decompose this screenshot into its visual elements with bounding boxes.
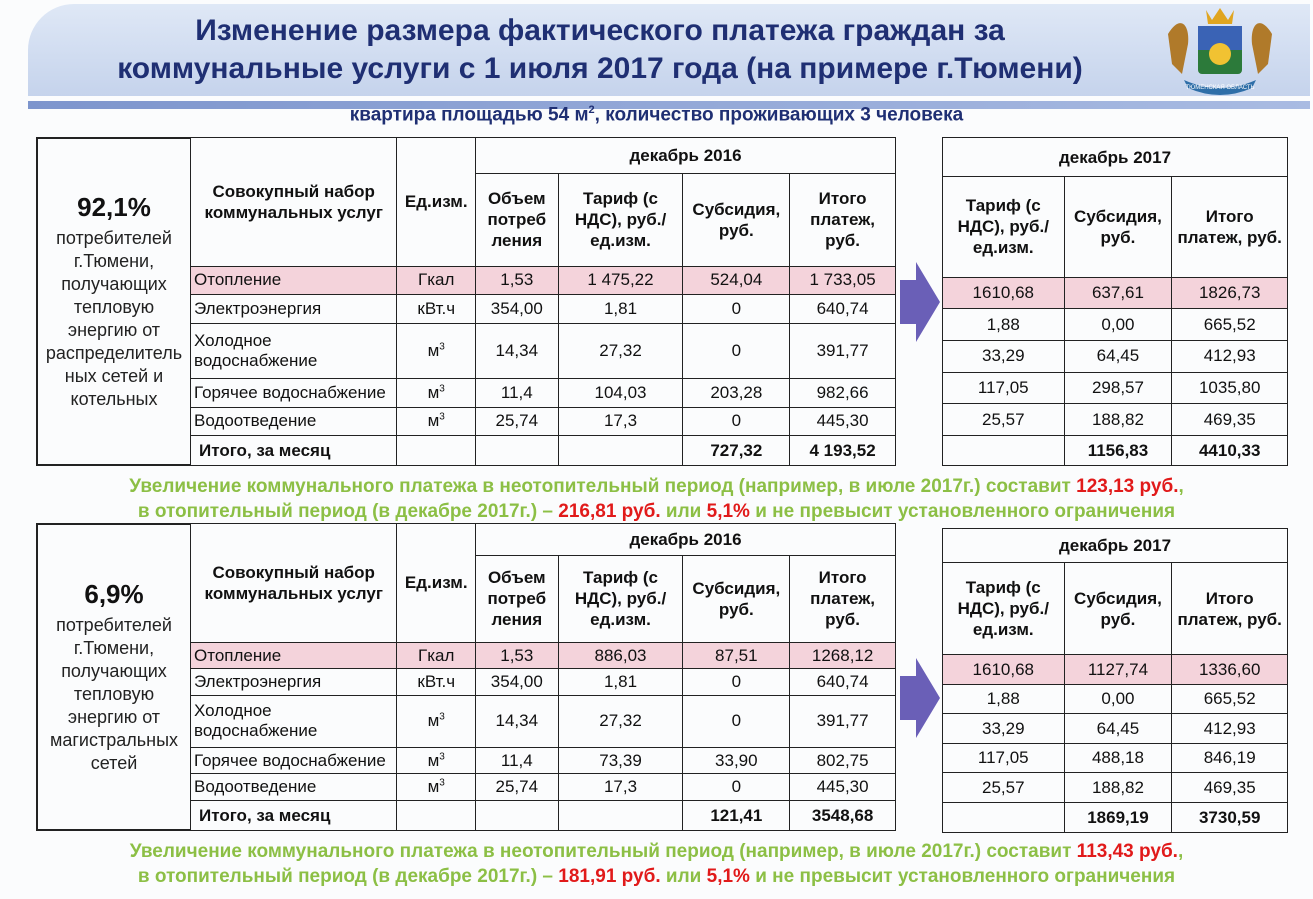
table-row — [943, 372, 1288, 404]
total-2017-cell: 469,35 — [1172, 404, 1288, 436]
subsidy-2017-cell: 188,82 — [1064, 773, 1172, 803]
block1-arrow-icon — [900, 262, 940, 342]
apartment-subtitle: квартира площадью 54 $м^2$, количество проживающих 3 человека — [349, 104, 964, 126]
service-name: Отопление — [191, 642, 397, 669]
col-unit: Ед.изм. — [397, 138, 476, 267]
col-total: Итого платеж, руб. — [790, 555, 896, 642]
total-row — [191, 436, 896, 466]
unit-cell: $м^3$ — [397, 747, 476, 774]
total-label: Итого, за месяц — [191, 436, 397, 466]
total-cell: 1 733,05 — [790, 266, 896, 294]
tariff-cell: 1,81 — [558, 295, 683, 323]
total-row — [943, 803, 1288, 833]
tariff-cell: 27,32 — [558, 696, 683, 748]
volume-cell: 11,4 — [476, 379, 559, 407]
page-title — [60, 12, 1140, 88]
total-2017-cell: 665,52 — [1172, 684, 1288, 714]
unit-cell: кВт.ч — [397, 669, 476, 696]
subsidy-cell: 87,51 — [683, 642, 790, 669]
title-line-2: коммунальные услуги с 1 июля 2017 года (на примере г.Тюмени) — [117, 52, 1083, 85]
total-row — [191, 801, 896, 831]
total-cell: 982,66 — [790, 379, 896, 407]
total-row — [943, 436, 1288, 466]
tariff-cell: 886,03 — [558, 642, 683, 669]
total-subsidy-2017: 1869,19 — [1064, 803, 1172, 833]
service-name: Электроэнергия — [191, 669, 397, 696]
col-tariff: Тариф (с НДС), руб./ед.изм. — [558, 555, 683, 642]
volume-cell: 14,34 — [476, 696, 559, 748]
block1-table-2017 — [942, 137, 1288, 466]
table-row — [191, 266, 896, 294]
col-tariff: Тариф (с НДС), руб./ед.изм. — [558, 174, 683, 267]
volume-cell: 1,53 — [476, 642, 559, 669]
col-subsidy: Субсидия, руб. — [683, 555, 790, 642]
volume-cell: 25,74 — [476, 407, 559, 435]
block2-note: Увеличение коммунального платежа в неотопительный период (например, в июле 2017г.) составит 113,43 руб., в отопительный период (в декабре 2017г.) – 181,91 руб. или 5,1% и не превысит установленного ограничения — [129, 841, 1184, 887]
col-subsidy-2017: Субсидия, руб. — [1064, 563, 1172, 655]
col-subsidy-2017: Субсидия, руб. — [1064, 177, 1172, 278]
empty-cell — [943, 803, 1065, 833]
table-row — [191, 642, 896, 669]
volume-cell: 11,4 — [476, 747, 559, 774]
volume-cell: 14,34 — [476, 323, 559, 379]
subsidy-2017-cell: 637,61 — [1064, 277, 1172, 309]
table-row — [191, 379, 896, 407]
block2-description: потребителей г.Тюмени, получающих тепловую энергию от магистральных сетей — [49, 615, 179, 773]
unit-cell: $м^3$ — [397, 379, 476, 407]
table-row — [943, 773, 1288, 803]
empty-cell — [943, 436, 1065, 466]
block2-table-2017 — [942, 528, 1288, 833]
total-sum: 4 193,52 — [790, 436, 896, 466]
subsidy-2017-cell: 0,00 — [1064, 684, 1172, 714]
tariff-2017-cell: 117,05 — [943, 372, 1065, 404]
block1-percent: 92,1% — [77, 192, 151, 222]
unit-cell: $м^3$ — [397, 696, 476, 748]
tariff-2017-cell: 1,88 — [943, 684, 1065, 714]
block2-percent: 6,9% — [84, 579, 144, 609]
total-2017-cell: 412,93 — [1172, 714, 1288, 744]
table-row — [943, 309, 1288, 341]
total-cell: 640,74 — [790, 669, 896, 696]
tariff-2017-cell: 1,88 — [943, 309, 1065, 341]
unit-cell: кВт.ч — [397, 295, 476, 323]
tariff-cell: 104,03 — [558, 379, 683, 407]
total-subsidy: 727,32 — [683, 436, 790, 466]
empty-cell — [476, 436, 559, 466]
subsidy-2017-cell: 298,57 — [1064, 372, 1172, 404]
block2-table-2016 — [190, 523, 896, 831]
table-row — [943, 655, 1288, 685]
table-row — [191, 669, 896, 696]
title-line-1: Изменение размера фактического платежа граждан за — [195, 14, 1005, 47]
col-total-2017: Итого платеж, руб. — [1172, 177, 1288, 278]
table-row — [191, 323, 896, 379]
total-cell: 445,30 — [790, 407, 896, 435]
block1-description: потребителей г.Тюмени, получающих тепловую энергию от распределитель ных сетей и котельных — [45, 228, 183, 409]
tariff-2017-cell: 117,05 — [943, 743, 1065, 773]
service-name: Холодное водоснабжение — [191, 323, 397, 379]
tariff-cell: 27,32 — [558, 323, 683, 379]
total-2017-cell: 1035,80 — [1172, 372, 1288, 404]
total-sum-2017: 4410,33 — [1172, 436, 1288, 466]
total-cell: 802,75 — [790, 747, 896, 774]
tariff-2017-cell: 1610,68 — [943, 277, 1065, 309]
subsidy-cell: 0 — [683, 669, 790, 696]
subsidy-2017-cell: 64,45 — [1064, 714, 1172, 744]
unit-cell: Гкал — [397, 642, 476, 669]
subsidy-2017-cell: 488,18 — [1064, 743, 1172, 773]
tariff-2017-cell: 25,57 — [943, 404, 1065, 436]
tariff-cell: 1,81 — [558, 669, 683, 696]
tariff-2017-cell: 1610,68 — [943, 655, 1065, 685]
table-row — [943, 340, 1288, 372]
service-name: Холодное водоснабжение — [191, 696, 397, 748]
table-row — [191, 747, 896, 774]
total-sum-2017: 3730,59 — [1172, 803, 1288, 833]
total-subsidy: 121,41 — [683, 801, 790, 831]
subsidy-2017-cell: 0,00 — [1064, 309, 1172, 341]
subsidy-2017-cell: 1127,74 — [1064, 655, 1172, 685]
empty-cell — [397, 436, 476, 466]
tariff-cell: 17,3 — [558, 774, 683, 801]
empty-cell — [476, 801, 559, 831]
service-name: Горячее водоснабжение — [191, 379, 397, 407]
tariff-2017-cell: 33,29 — [943, 340, 1065, 372]
subsidy-cell: 0 — [683, 407, 790, 435]
subsidy-cell: 0 — [683, 774, 790, 801]
empty-cell — [397, 801, 476, 831]
total-cell: 640,74 — [790, 295, 896, 323]
subsidy-cell: 33,90 — [683, 747, 790, 774]
subsidy-2017-cell: 188,82 — [1064, 404, 1172, 436]
empty-cell — [558, 801, 683, 831]
block1-table-2016 — [190, 137, 896, 466]
service-name: Горячее водоснабжение — [191, 747, 397, 774]
subsidy-cell: 0 — [683, 295, 790, 323]
col-period-2016: декабрь 2016 — [476, 524, 896, 556]
total-cell: 445,30 — [790, 774, 896, 801]
table-row — [943, 684, 1288, 714]
col-period-2017: декабрь 2017 — [943, 138, 1288, 177]
total-subsidy-2017: 1156,83 — [1064, 436, 1172, 466]
service-name: Водоотведение — [191, 407, 397, 435]
unit-cell: $м^3$ — [397, 407, 476, 435]
col-total-2017: Итого платеж, руб. — [1172, 563, 1288, 655]
service-name: Водоотведение — [191, 774, 397, 801]
subsidy-cell: 203,28 — [683, 379, 790, 407]
block1-consumer-share — [36, 137, 190, 466]
total-cell: 391,77 — [790, 323, 896, 379]
volume-cell: 25,74 — [476, 774, 559, 801]
tariff-2017-cell: 33,29 — [943, 714, 1065, 744]
block1-note: Увеличение коммунального платежа в неотопительный период (например, в июле 2017г.) составит 123,13 руб., в отопительный период (в декабре 2017г.) – 216,81 руб. или 5,1% и не превысит установленного ограничения — [129, 476, 1184, 522]
subsidy-cell: 0 — [683, 323, 790, 379]
total-2017-cell: 665,52 — [1172, 309, 1288, 341]
block2-arrow-icon — [900, 658, 940, 738]
table-row — [943, 277, 1288, 309]
col-subsidy: Субсидия, руб. — [683, 174, 790, 267]
col-tariff-2017: Тариф (с НДС), руб./ед.изм. — [943, 563, 1065, 655]
tariff-cell: 1 475,22 — [558, 266, 683, 294]
service-name: Электроэнергия — [191, 295, 397, 323]
subsidy-2017-cell: 64,45 — [1064, 340, 1172, 372]
unit-cell: $м^3$ — [397, 774, 476, 801]
table-row — [191, 696, 896, 748]
tyumen-coat-of-arms-icon — [1160, 4, 1280, 96]
volume-cell: 354,00 — [476, 669, 559, 696]
tariff-cell: 73,39 — [558, 747, 683, 774]
col-volume: Объем потреб ления — [476, 555, 559, 642]
subsidy-cell: 524,04 — [683, 266, 790, 294]
unit-cell: $м^3$ — [397, 323, 476, 379]
total-2017-cell: 1826,73 — [1172, 277, 1288, 309]
unit-cell: Гкал — [397, 266, 476, 294]
total-2017-cell: 412,93 — [1172, 340, 1288, 372]
volume-cell: 1,53 — [476, 266, 559, 294]
col-period-2016: декабрь 2016 — [476, 138, 896, 174]
table-row — [943, 714, 1288, 744]
col-total: Итого платеж, руб. — [790, 174, 896, 267]
table-row — [191, 774, 896, 801]
col-period-2017: декабрь 2017 — [943, 529, 1288, 563]
block2-consumer-share — [36, 523, 190, 831]
total-2017-cell: 846,19 — [1172, 743, 1288, 773]
total-2017-cell: 1336,60 — [1172, 655, 1288, 685]
col-tariff-2017: Тариф (с НДС), руб./ед.изм. — [943, 177, 1065, 278]
total-sum: 3548,68 — [790, 801, 896, 831]
tariff-2017-cell: 25,57 — [943, 773, 1065, 803]
col-unit: Ед.изм. — [397, 524, 476, 643]
table-row — [943, 743, 1288, 773]
total-cell: 1268,12 — [790, 642, 896, 669]
subsidy-cell: 0 — [683, 696, 790, 748]
col-service-set: Совокупный набор коммунальных услуг — [191, 138, 397, 267]
emblem-ribbon-text: ТЮМЕНСКАЯ ОБЛАСТЬ — [1185, 85, 1255, 91]
empty-cell — [558, 436, 683, 466]
table-row — [943, 404, 1288, 436]
col-service-set: Совокупный набор коммунальных услуг — [191, 524, 397, 643]
table-row — [191, 295, 896, 323]
table-row — [191, 407, 896, 435]
volume-cell: 354,00 — [476, 295, 559, 323]
total-cell: 391,77 — [790, 696, 896, 748]
total-label: Итого, за месяц — [191, 801, 397, 831]
total-2017-cell: 469,35 — [1172, 773, 1288, 803]
col-volume: Объем потреб ления — [476, 174, 559, 267]
service-name: Отопление — [191, 266, 397, 294]
tariff-cell: 17,3 — [558, 407, 683, 435]
